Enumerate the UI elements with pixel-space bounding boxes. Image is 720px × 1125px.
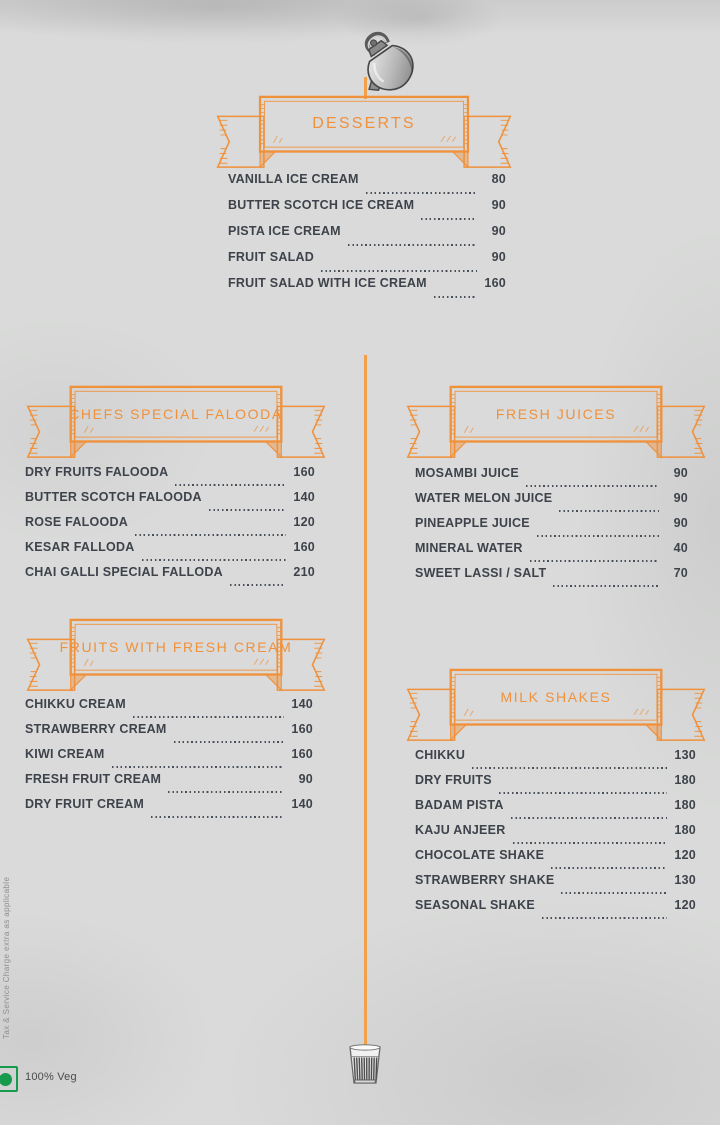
section-banner-chefs-special-falooda [20,383,332,461]
menu-item-row [25,515,315,540]
menu-item-row [228,198,506,224]
item-name: PISTA ICE CREAM [228,224,341,238]
menu-item-row [25,747,313,772]
item-price: 120 [674,898,696,912]
dot-leader [553,585,659,587]
menu-item-row [415,848,696,873]
menu-item-row [415,491,688,516]
item-name: STRAWBERRY SHAKE [415,873,555,887]
menu-item-row [25,772,313,797]
dot-leader [321,270,477,272]
item-name: FRUIT SALAD [228,250,315,264]
item-price: 180 [674,823,696,837]
menu-list-fresh-juices [415,466,688,591]
item-price: 140 [293,490,315,504]
item-name: DRY FRUITS FALOODA [25,465,169,479]
dot-leader [499,792,667,794]
item-name: PINEAPPLE JUICE [415,516,530,530]
item-price: 140 [291,797,313,811]
item-name: WATER MELON JUICE [415,491,553,505]
item-price: 120 [293,515,315,529]
section-title: FRUITS WITH FRESH CREAM [59,639,293,656]
dot-leader [513,842,667,844]
dot-leader [472,767,667,769]
dot-leader [112,766,284,768]
item-name: ROSE FALOODA [25,515,129,529]
item-name: CHIKKU CREAM [25,697,126,711]
dot-leader [561,892,667,894]
menu-item-row [415,466,688,491]
section-banner-milk-shakes [400,666,712,744]
menu-list-milk-shakes [415,748,696,923]
menu-item-row [415,823,696,848]
menu-item-row [415,566,688,591]
item-price: 90 [491,224,506,238]
item-name: SEASONAL SHAKE [415,898,535,912]
item-name: MOSAMBI JUICE [415,466,519,480]
section-title: CHEFS SPECIAL FALOODA [69,406,283,423]
menu-item-row [415,773,696,798]
item-price: 90 [673,516,688,530]
menu-item-row [25,465,315,490]
dot-leader [530,560,659,562]
item-name: CHAI GALLI SPECIAL FALLODA [25,565,223,579]
item-price: 160 [484,276,506,290]
kettle-icon [346,22,428,104]
item-price: 130 [674,748,696,762]
item-price: 40 [673,541,688,555]
dot-leader [209,509,286,511]
item-price: 90 [673,491,688,505]
item-name: STRAWBERRY CREAM [25,722,167,736]
dot-leader [559,510,659,512]
dot-leader [542,917,667,919]
menu-item-row [415,748,696,773]
menu-item-row [415,798,696,823]
item-name: MINERAL WATER [415,541,523,555]
dot-leader [142,559,287,561]
item-name: KIWI CREAM [25,747,105,761]
item-name: VANILLA ICE CREAM [228,172,359,186]
item-price: 180 [674,773,696,787]
item-price: 210 [293,565,315,579]
section-banner-fruits-with-fresh-cream [20,616,332,694]
item-price: 180 [674,798,696,812]
item-name: DRY FRUIT CREAM [25,797,145,811]
item-name: KESAR FALLODA [25,540,135,554]
dot-leader [511,817,667,819]
item-name: BUTTER SCOTCH ICE CREAM [228,198,415,212]
veg-dot [0,1073,12,1086]
menu-item-row [25,565,315,590]
section-title: FRESH JUICES [495,406,617,423]
dot-leader [421,218,477,220]
menu-item-row [228,172,506,198]
veg-label: 100% Veg [25,1071,77,1083]
menu-item-row [228,276,506,302]
item-name: KAJU ANJEER [415,823,506,837]
menu-item-row [415,541,688,566]
dot-leader [230,584,286,586]
menu-item-row [25,490,315,515]
item-price: 120 [674,848,696,862]
menu-item-row [25,540,315,565]
menu-item-row [228,224,506,250]
dot-leader [135,534,286,536]
item-price: 130 [674,873,696,887]
section-title: MILK SHAKES [500,689,612,706]
menu-list-chefs-special-falooda [25,465,315,590]
menu-item-row [228,250,506,276]
item-price: 140 [291,697,313,711]
dot-leader [537,535,659,537]
dot-leader [526,485,659,487]
item-price: 160 [291,722,313,736]
section-title: DESSERTS [312,115,416,133]
chai-glass-icon [347,1044,383,1086]
item-price: 70 [673,566,688,580]
item-name: CHIKKU [415,748,466,762]
tax-side-note: Tax & Service Charge extra as applicable [2,876,11,1040]
item-price: 90 [491,198,506,212]
dot-leader [151,816,284,818]
item-name: FRUIT SALAD WITH ICE CREAM [228,276,427,290]
menu-list-fruits-with-fresh-cream [25,697,313,822]
dot-leader [434,296,477,298]
menu-item-row [415,873,696,898]
section-banner-desserts [210,93,518,171]
dot-leader [366,192,477,194]
item-name: DRY FRUITS [415,773,492,787]
item-price: 80 [491,172,506,186]
menu-item-row [25,797,313,822]
item-name: BADAM PISTA [415,798,504,812]
item-price: 90 [673,466,688,480]
dot-leader [133,716,284,718]
menu-list-desserts [228,172,506,302]
item-price: 90 [491,250,506,264]
section-banner-fresh-juices [400,383,712,461]
item-price: 160 [291,747,313,761]
veg-badge-icon [0,1066,18,1092]
menu-item-row [25,722,313,747]
item-name: SWEET LASSI / SALT [415,566,547,580]
menu-item-row [25,697,313,722]
item-price: 160 [293,540,315,554]
dot-leader [175,484,286,486]
item-name: CHOCOLATE SHAKE [415,848,545,862]
dot-leader [174,741,284,743]
dot-leader [551,867,667,869]
dot-leader [348,244,477,246]
menu-item-row [415,898,696,923]
divider-line [364,355,367,1046]
item-price: 160 [293,465,315,479]
dot-leader [168,791,284,793]
item-name: BUTTER SCOTCH FALOODA [25,490,202,504]
item-price: 90 [298,772,313,786]
item-name: FRESH FRUIT CREAM [25,772,162,786]
menu-item-row [415,516,688,541]
